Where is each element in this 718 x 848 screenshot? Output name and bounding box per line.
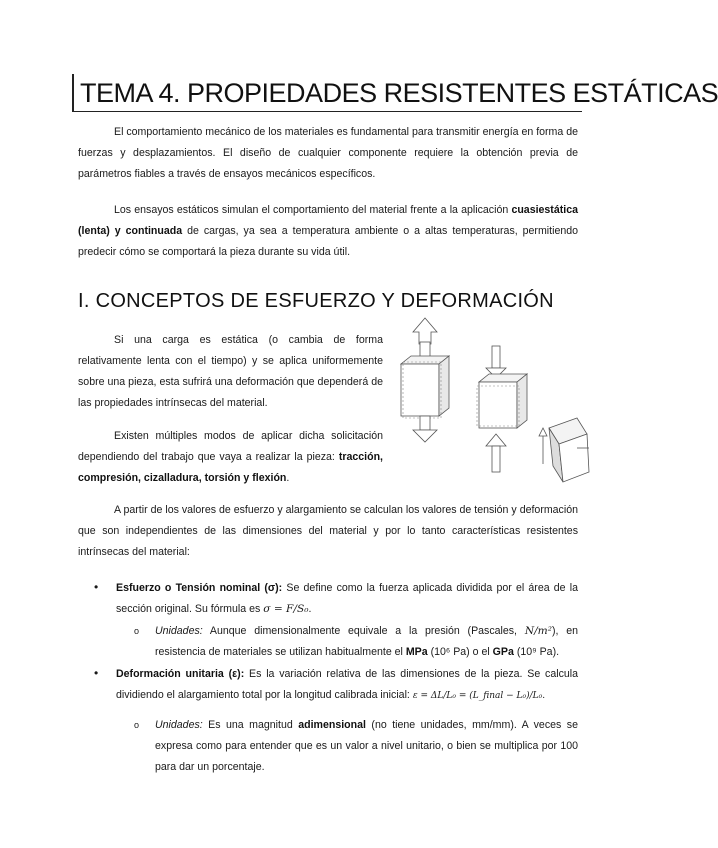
strain-formula: ε = ΔL/L₀ = (L_final − L₀)/L₀.	[412, 691, 546, 701]
bullet-stress: Esfuerzo o Tensión nominal (σ): Se define como la fuerza aplicada dividida por el área de la sección original. Su fórmula es σ = F/S₀.	[116, 582, 579, 615]
stress-units-gpa: GPa	[492, 646, 514, 658]
page-title: TEMA 4. PROPIEDADES RESISTENTES ESTÁTICAS	[72, 74, 582, 112]
section-paragraph-1: Si una carga es estática (o cambia de forma relativamente lenta con el tiempo) y se aplica uniformemente sobre una pieza, esta sufrirá una deformación que dependerá de las propiedades intrínsecas del material.	[78, 334, 383, 409]
stress-units-text-b: ), en resistencia de materiales se utilizan habitualmente el	[155, 625, 579, 658]
stress-text: Se define como la fuerza aplicada dividida por el área de la sección original. Su fórmula es	[116, 582, 579, 615]
load-modes-figure	[393, 316, 589, 496]
intro-paragraph-2	[78, 200, 578, 263]
tension-block	[401, 318, 449, 442]
section-p2-bold: tracción, compresión, cizalladura, torsión y flexión	[78, 451, 383, 484]
section-paragraph-3: A partir de los valores de esfuerzo y alargamiento se calculan los valores de tensión y deformación que son independientes de las dimensiones del material y por lo tanto características resistentes intrínsecas del material:	[78, 504, 578, 558]
strain-units-text-a: Es una magnitud	[202, 719, 299, 731]
section-heading: I. CONCEPTOS DE ESFUERZO Y DEFORMACIÓN	[78, 290, 554, 312]
stress-units-unit: N/m²	[524, 625, 552, 637]
intro-p2-text-c: de cargas, ya sea a temperatura ambiente o a altas temperaturas, permitiendo predecir cómo se comportará la pieza durante su vida útil.	[78, 225, 579, 258]
section-paragraph-2	[78, 426, 383, 489]
stress-units-text-a: Aunque dimensionalmente equivale a la presión (Pascales,	[202, 625, 525, 637]
bullet-dot-2: •	[94, 666, 99, 680]
section-p2-text-a: Existen múltiples modos de aplicar dicha solicitación dependiendo del trabajo que vaya a realizar la pieza:	[78, 430, 383, 463]
bullet-strain	[116, 664, 578, 707]
strain-units-label: Unidades:	[155, 719, 203, 731]
strain-units-text-b: (no tiene unidades, mm/mm). A veces se expresa como para entender que es un valor a nivel unitario, o bien se multiplica por 100 para dar un porcentaje.	[155, 719, 578, 773]
strain-text: Es la variación relativa de las dimensiones de la pieza. Se calcula dividiendo el alargamiento total por la longitud calibrada inicial:	[116, 668, 579, 701]
bullet-circle-2: o	[134, 720, 140, 730]
intro-p2-bold: cuasiestática (lenta) y continuada	[78, 204, 578, 237]
stress-units-label: Unidades:	[155, 625, 203, 637]
stress-units-mpa-val: (10⁶ Pa) o el	[427, 646, 493, 658]
stress-units-gpa-val: (10⁹ Pa).	[513, 646, 560, 658]
shear-block	[539, 418, 589, 482]
strain-label: Deformación unitaria (ε):	[116, 668, 245, 680]
stress-formula: σ = F/S₀	[263, 603, 309, 615]
intro-paragraph-1: El comportamiento mecánico de los materiales es fundamental para transmitir energía en forma de fuerzas y desplazamientos. El diseño de cualquier componente requiere la obtención previa de parámetros fiables a través de ensayos mecánicos específicos.	[78, 126, 578, 180]
section-p2-text-c: .	[286, 472, 290, 484]
bullet-stress-units	[155, 621, 578, 663]
compression-block	[477, 346, 527, 472]
bullet-strain-units	[155, 715, 578, 778]
strain-units-bold: adimensional	[298, 719, 366, 731]
stress-label: Esfuerzo o Tensión nominal (σ):	[116, 582, 283, 594]
bullet-circle-1: o	[134, 626, 140, 636]
bullet-dot-1: •	[94, 580, 99, 594]
intro-p2-text-a: Los ensayos estáticos simulan el comportamiento del material frente a la aplicación	[114, 204, 512, 216]
stress-units-mpa: MPa	[405, 646, 428, 658]
